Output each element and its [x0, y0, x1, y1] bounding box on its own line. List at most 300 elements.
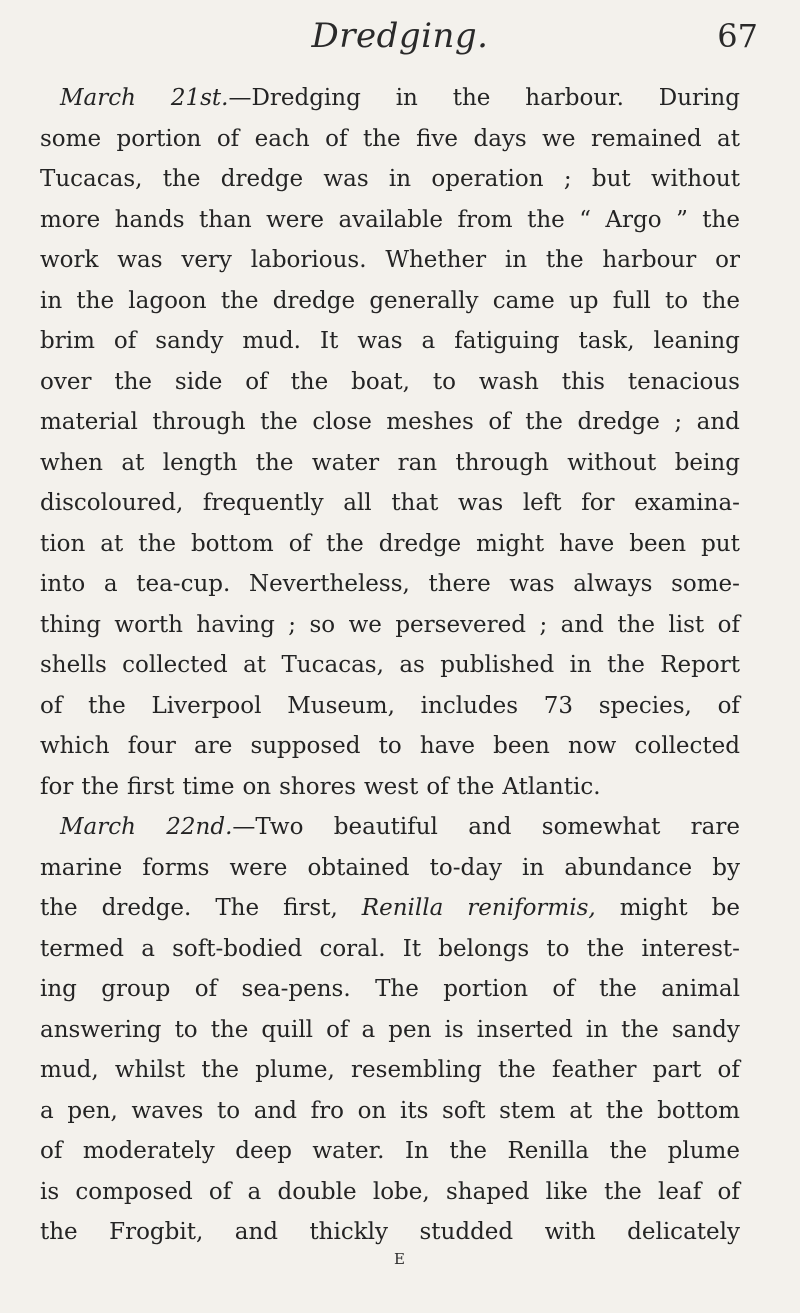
word: the	[527, 206, 565, 233]
word: pen,	[67, 1097, 118, 1124]
word: belongs	[438, 935, 530, 962]
word: supposed	[250, 733, 361, 759]
word: Whether	[385, 247, 487, 273]
word-tail: —Two	[232, 814, 304, 840]
word: tenacious	[627, 368, 740, 395]
word: have	[419, 733, 475, 759]
word: with	[544, 1219, 596, 1245]
word: laborious.	[250, 247, 367, 273]
word: the	[88, 692, 126, 719]
word: the	[456, 773, 495, 800]
word: of	[488, 409, 511, 435]
word: through	[152, 409, 246, 435]
text-line	[40, 321, 740, 362]
word: left	[522, 490, 562, 516]
word: the	[210, 1016, 249, 1043]
word: waves	[131, 1097, 204, 1124]
word: the	[40, 1219, 78, 1245]
word: for	[581, 490, 615, 516]
word: the	[362, 125, 401, 152]
word: now	[568, 733, 617, 759]
word: fatiguing	[454, 328, 560, 354]
word: the	[201, 1057, 240, 1083]
word: being	[674, 449, 740, 476]
word: includes	[420, 692, 519, 719]
word: Report	[660, 652, 740, 678]
text-line	[40, 686, 740, 727]
word: of	[194, 976, 218, 1002]
date-label: 21st.	[170, 85, 229, 111]
word: and	[253, 1097, 297, 1124]
word: or	[715, 247, 740, 273]
text-line	[40, 726, 740, 767]
word: of	[717, 692, 740, 719]
word: obtained	[307, 854, 410, 881]
word: of	[245, 368, 268, 395]
word: up	[568, 287, 599, 314]
word: and	[560, 611, 604, 638]
word: fro	[310, 1097, 344, 1124]
text-line	[40, 1010, 740, 1051]
word: to	[216, 1097, 241, 1124]
word: might	[619, 895, 688, 921]
word: in	[585, 1016, 609, 1043]
word: so	[309, 611, 336, 638]
word: animal	[661, 976, 740, 1002]
word: moderately	[82, 1138, 215, 1164]
text-line	[40, 929, 740, 970]
word: work	[40, 247, 99, 273]
word: of	[326, 1016, 349, 1043]
word: was	[117, 247, 163, 273]
word: ;	[288, 611, 297, 638]
word: the	[290, 368, 329, 395]
word: sandy	[671, 1016, 740, 1043]
text-line	[40, 1212, 740, 1253]
word: March	[60, 814, 136, 840]
word: than	[199, 206, 252, 233]
word: Argo	[605, 206, 662, 233]
word: five	[416, 125, 459, 152]
word: rare	[690, 814, 740, 840]
word: forms	[142, 854, 210, 881]
word: put	[701, 530, 740, 557]
word: The	[375, 976, 419, 1002]
word: in	[395, 85, 418, 111]
word: were	[229, 854, 288, 881]
word: been	[493, 733, 550, 759]
word: leaning	[653, 328, 740, 354]
word: and	[468, 814, 512, 840]
word: we	[542, 125, 576, 152]
word: a	[40, 1097, 54, 1124]
word: of	[288, 530, 312, 557]
word: the	[40, 895, 78, 921]
word: a	[141, 935, 155, 962]
word: having	[196, 611, 275, 638]
text-line	[40, 443, 740, 484]
word: to-day	[429, 854, 502, 881]
word: over	[40, 368, 92, 395]
word: Tucacas,	[281, 652, 384, 678]
word: ran	[397, 449, 438, 476]
word: sandy	[155, 328, 224, 354]
word: might	[476, 530, 545, 557]
word: shaped	[445, 1178, 530, 1205]
word: the	[81, 773, 120, 800]
word: some-	[671, 571, 740, 597]
word: be	[711, 895, 740, 921]
word: in	[40, 287, 63, 314]
word: a	[103, 571, 118, 597]
word: bottom	[190, 530, 274, 557]
text-line	[40, 605, 740, 646]
word: the	[76, 287, 115, 314]
text-line	[40, 281, 740, 322]
word: and	[234, 1219, 278, 1245]
word: in	[504, 247, 528, 273]
word: for	[40, 773, 74, 800]
word: lagoon	[128, 287, 207, 314]
word: on	[357, 1097, 387, 1124]
word: west	[364, 773, 419, 800]
text-line	[40, 888, 740, 929]
word: days	[473, 125, 527, 152]
word	[171, 78, 361, 119]
word: the	[621, 1016, 659, 1043]
word: the	[114, 368, 153, 395]
word: Museum,	[287, 692, 395, 719]
word: the	[498, 1057, 536, 1083]
word: like	[545, 1178, 588, 1205]
word: which	[40, 733, 110, 759]
word: the	[607, 652, 645, 678]
word: ”	[676, 206, 688, 233]
word: of	[717, 1057, 740, 1083]
word: length	[162, 449, 238, 476]
text-line	[40, 1172, 740, 1213]
word: pen	[388, 1016, 432, 1043]
text-line	[40, 564, 740, 605]
word: the	[609, 1138, 648, 1164]
text-line	[40, 969, 740, 1010]
word: ;	[539, 611, 548, 638]
word: species,	[598, 692, 692, 719]
word: full	[612, 287, 651, 314]
word: termed	[40, 935, 124, 962]
word: portion	[443, 976, 529, 1002]
word	[166, 807, 303, 848]
word: available	[338, 206, 443, 233]
word: double	[277, 1178, 357, 1205]
word: ;	[674, 409, 683, 435]
word: ing	[40, 976, 77, 1002]
word: Renilla	[361, 895, 444, 921]
text-line	[40, 240, 740, 281]
word: of	[717, 611, 740, 638]
word: lobe,	[372, 1178, 430, 1205]
word: In	[404, 1138, 429, 1164]
word: of	[208, 1178, 232, 1205]
word: we	[348, 611, 382, 638]
word: that	[391, 490, 439, 516]
text-line	[40, 200, 740, 241]
text-line	[40, 78, 740, 119]
word: discoloured,	[40, 490, 184, 516]
word: answering	[40, 1016, 162, 1043]
text-line	[40, 1091, 740, 1132]
word: as	[399, 652, 425, 678]
word: of	[40, 692, 63, 719]
word: inserted	[476, 1016, 573, 1043]
word: harbour.	[525, 85, 624, 111]
word: the	[599, 976, 637, 1002]
word: published	[440, 652, 555, 678]
word: have	[559, 530, 615, 557]
word: of	[325, 125, 348, 152]
word: “	[579, 206, 591, 233]
date-label: 22nd.	[166, 814, 233, 840]
word: material	[40, 409, 138, 435]
word: portion	[116, 125, 202, 152]
word: sea-pens.	[241, 976, 351, 1002]
word: list	[668, 611, 705, 638]
word: each	[254, 125, 310, 152]
text-line	[40, 645, 740, 686]
text-line	[40, 767, 740, 808]
word: group	[101, 976, 171, 1002]
word: whilst	[114, 1057, 186, 1083]
word: mud,	[40, 1057, 99, 1083]
word: dredge	[220, 166, 304, 192]
word: of	[216, 125, 240, 152]
word: leaf	[658, 1178, 702, 1205]
word: of	[426, 773, 449, 800]
word: plume,	[255, 1057, 335, 1083]
word: During	[658, 85, 740, 111]
word: all	[343, 490, 372, 516]
word: at	[121, 449, 145, 476]
signature-mark: E	[394, 1250, 406, 1268]
word: the	[605, 1097, 644, 1124]
word: bottom	[657, 1097, 740, 1124]
text-line	[40, 483, 740, 524]
word: four	[127, 733, 176, 759]
word: first,	[283, 895, 338, 921]
text-line	[40, 1050, 740, 1091]
word: the	[260, 409, 298, 435]
word: March	[60, 85, 136, 111]
word: meshes	[386, 409, 474, 435]
word: the	[138, 530, 176, 557]
word: quill	[261, 1016, 314, 1043]
word: first	[127, 773, 175, 800]
word: dredge.	[101, 895, 192, 921]
word: Frogbit,	[109, 1219, 204, 1245]
word: deep	[235, 1138, 292, 1164]
word: by	[712, 854, 740, 881]
word: thickly	[309, 1219, 389, 1245]
word: were	[266, 206, 324, 233]
word: and	[696, 409, 740, 435]
word: dredge	[577, 409, 660, 435]
word: remained	[590, 125, 702, 152]
word: mud.	[242, 328, 301, 354]
word: reniformis,	[467, 895, 596, 921]
word: beautiful	[333, 814, 438, 840]
word: when	[40, 449, 103, 476]
word: some	[40, 125, 102, 152]
word: this	[561, 368, 605, 395]
word: was	[457, 490, 504, 516]
word: a	[361, 1016, 376, 1043]
word: the	[525, 409, 563, 435]
word: through	[455, 449, 549, 476]
word: abundance	[564, 854, 693, 881]
word: very	[181, 247, 232, 273]
word: at	[100, 530, 124, 557]
word: resembling	[351, 1057, 482, 1083]
word: is	[40, 1178, 60, 1205]
word: thing	[40, 611, 101, 638]
word: Tucacas,	[40, 166, 143, 192]
word: a	[421, 328, 436, 354]
word: dredge	[378, 530, 462, 557]
text-line	[40, 159, 740, 200]
word: of	[552, 976, 575, 1002]
word: Nevertheless,	[248, 571, 410, 597]
word: came	[492, 287, 555, 314]
word: soft-bodied	[172, 935, 303, 962]
word: The	[215, 895, 260, 921]
word: but	[591, 166, 631, 192]
word: without	[567, 449, 657, 476]
word: was	[323, 166, 369, 192]
word: boat,	[351, 368, 410, 395]
word: shores	[279, 773, 356, 800]
word: time	[182, 773, 235, 800]
word: brim	[40, 328, 95, 354]
word: are	[193, 733, 233, 759]
word: tion	[40, 530, 86, 557]
word: to	[546, 935, 570, 962]
word: the	[220, 287, 259, 314]
word: on	[242, 773, 272, 800]
word: coral.	[319, 935, 386, 962]
word: at	[569, 1097, 593, 1124]
word: there	[428, 571, 491, 597]
word: collected	[122, 652, 228, 678]
word: It	[319, 328, 339, 354]
word: in	[522, 854, 545, 881]
word: harbour	[602, 247, 697, 273]
word: more	[40, 206, 101, 233]
word: in	[569, 652, 592, 678]
word: always	[573, 571, 653, 597]
word: the	[449, 1138, 487, 1164]
word: worth	[114, 611, 183, 638]
word: side	[174, 368, 223, 395]
word: its	[399, 1097, 429, 1124]
word: It	[402, 935, 422, 962]
word: without	[650, 166, 740, 192]
page-number: 67	[717, 17, 758, 55]
word: is	[444, 1016, 464, 1043]
word: of	[717, 1178, 740, 1205]
word: part	[652, 1057, 702, 1083]
word: composed	[75, 1178, 193, 1205]
running-title: Dredging.	[311, 16, 489, 56]
text-line	[40, 1131, 740, 1172]
word: persevered	[395, 611, 526, 638]
word: to	[664, 287, 689, 314]
word: 73	[543, 692, 574, 719]
text-line	[40, 848, 740, 889]
body-text	[40, 78, 740, 1253]
word: water	[311, 449, 380, 476]
word: wash	[478, 368, 539, 395]
word: plume	[667, 1138, 740, 1164]
word: somewhat	[541, 814, 661, 840]
word: a	[247, 1178, 262, 1205]
word: soft	[442, 1097, 486, 1124]
word: delicately	[627, 1219, 740, 1245]
word: task,	[578, 328, 635, 354]
word: of	[113, 328, 137, 354]
word: to	[378, 733, 402, 759]
word: studded	[419, 1219, 514, 1245]
word: the	[326, 530, 364, 557]
word: hands	[114, 206, 185, 233]
text-line	[40, 402, 740, 443]
word: was	[357, 328, 403, 354]
word: the	[702, 287, 740, 314]
word: the	[162, 166, 201, 192]
word: close	[312, 409, 372, 435]
word-tail: —Dredging	[228, 85, 361, 111]
text-line	[40, 524, 740, 565]
word: been	[629, 530, 687, 557]
word: ;	[563, 166, 572, 192]
word: in	[388, 166, 412, 192]
word: at	[243, 652, 267, 678]
word: of	[40, 1138, 63, 1164]
word: the	[604, 1178, 642, 1205]
word: generally	[369, 287, 479, 314]
word: examina-	[634, 490, 740, 516]
word: feather	[551, 1057, 637, 1083]
word: Renilla	[507, 1138, 590, 1164]
word: marine	[40, 854, 123, 881]
word: interest-	[641, 935, 740, 962]
text-line	[40, 807, 740, 848]
word: from	[457, 206, 513, 233]
word: dredge	[272, 287, 356, 314]
word: at	[717, 125, 740, 152]
text-line	[40, 119, 740, 160]
word: to	[432, 368, 456, 395]
word: the	[545, 247, 584, 273]
word: the	[702, 206, 740, 233]
word: water.	[312, 1138, 385, 1164]
word: to	[174, 1016, 198, 1043]
word: Atlantic.	[502, 773, 601, 800]
word: was	[509, 571, 555, 597]
word: shells	[40, 652, 107, 678]
word: frequently	[202, 490, 324, 516]
word: into	[40, 571, 86, 597]
word: the	[617, 611, 655, 638]
